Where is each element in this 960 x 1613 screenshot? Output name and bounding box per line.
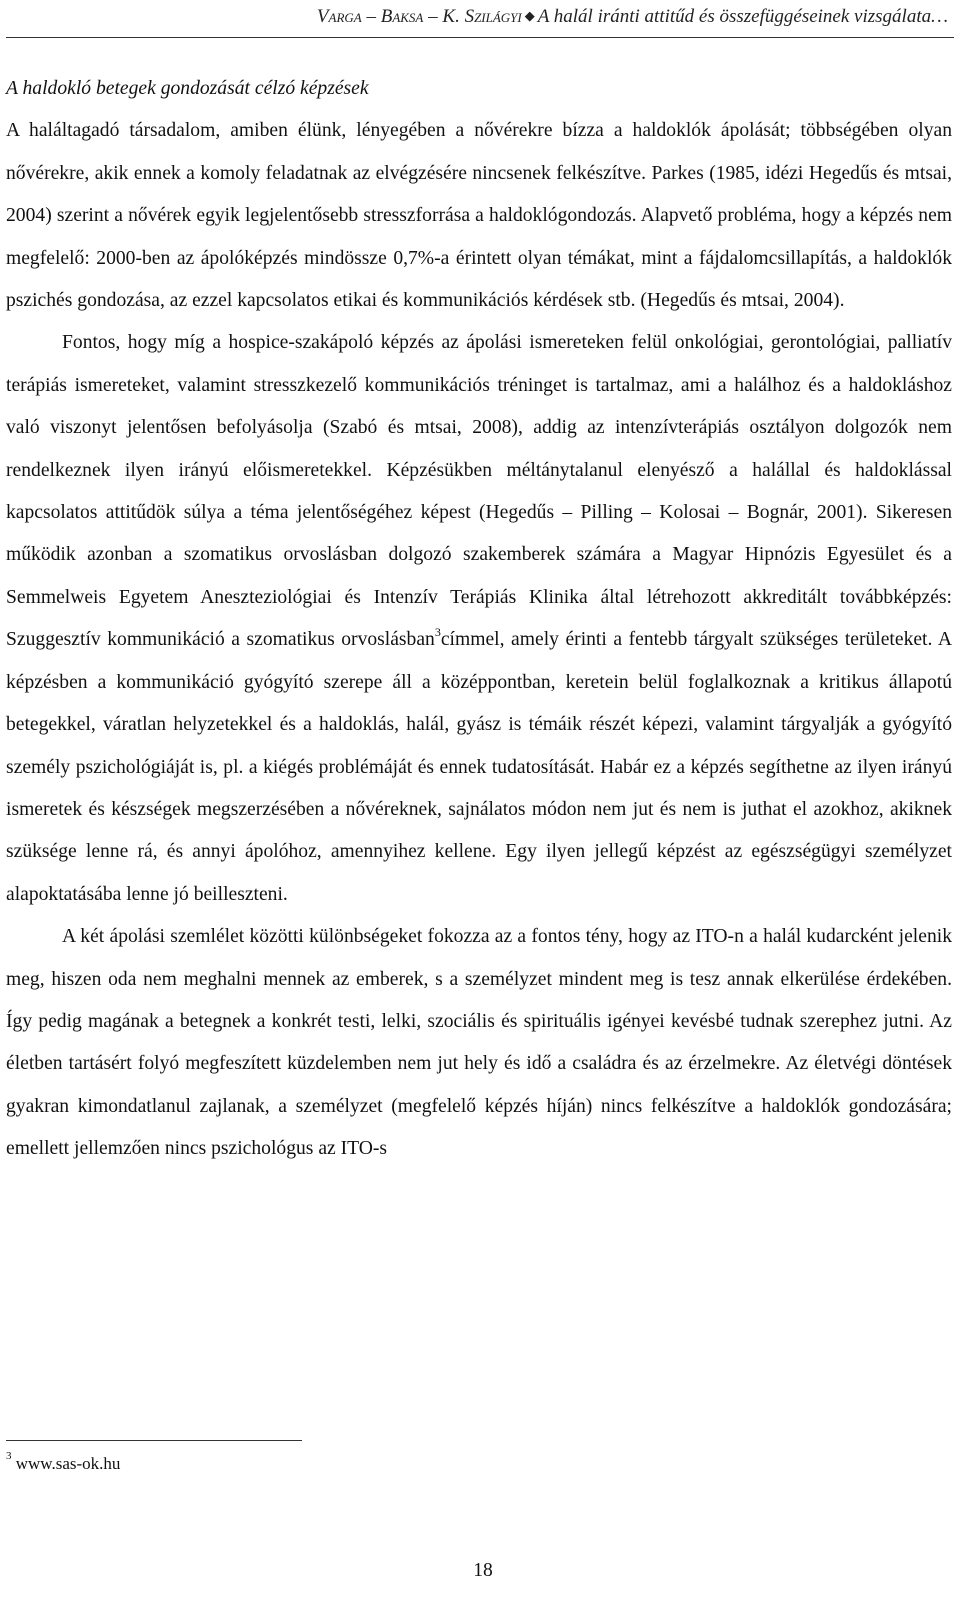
header-author-2: Baksa [380,6,424,27]
diamond-icon: ◆ [524,8,535,23]
header-dash: – [361,6,381,27]
paragraph-3: A két ápolási szemlélet közötti különbségeket fokozza az a fontos tény, hogy az ITO-n a halál kudarcként jelenik meg, hiszen oda nem meghalni mennek az emberek, s a személyzet mindent meg is tesz annak elkerülése érdekében. Így pedig magának a betegnek a konkrét testi, lelki, szociális és spirituális igényei kevésbé tudnak szerephez jutni. Az életben tartásért folyó megfeszített küzdelemben nem jut hely és idő a családra és az érzelmekre. Az életvégi döntések gyakran kimondatlanul zajlanak, a személyzet (megfelelő képzés híján) nincs felkészítve a haldoklók gondozására; emellett jellemzően nincs pszichológus az ITO-s [6,926,952,1160]
running-header: Varga – Baksa – K. Szilágyi ◆ A halál iránti attitűd és összefüggéseinek vizsgálata… [316,6,948,27]
paragraph-2-text-b: címmel, amely érinti a fentebb tárgyalt szükséges területeket. A képzésben a kommunikáció gyógyító szerepe áll a középpontban, keretein belül foglalkoznak a kritikus állapotú betegekkel, váratlan helyzetekkel és a haldoklás, halál, gyász is témáik részét képezi, valamint tárgyalják a gyógyító személy pszichológiáját is, pl. a kiégés problémáját és ennek tudatosítását. Habár ez a képzés segíthetne az ilyen irányú ismeretek és készségek megszerzésében a nővéreknek, sajnálatos módon nem jut és nem is juthat el azokhoz, akiknek szüksége lenne rá, és annyi ápolóhoz, amennyihez kellene. Egy ilyen jellegű képzést az egészségügyi személyzet alapoktatásába lenne jó beilleszteni. [6,629,953,905]
page-body [6,68,952,1171]
header-author-3: K. Szilágyi [442,6,522,27]
paragraph-2 [6,322,952,916]
paragraph-2-text-a: Fontos, hogy míg a hospice-szakápoló képzés az ápolási ismereteken felül onkológiai, gerontológiai, palliatív terápiás ismereteket, valamint stresszkezelő kommunikációs tréninget is tartalmaz, ami a halálhoz és a haldokláshoz való viszonyt jelentősen befolyásolja (Szabó és mtsai, 2008), addig az intenzívterápiás osztályon dolgozók nem rendelkeznek ilyen irányú előismeretekkel. Képzésükben méltánytalanul elenyésző a halállal és haldoklással kapcsolatos attitűdök súlya a téma jelentőségéhez képest (Hegedűs – Pilling – Kolosai – Bognár, 2001). Sikeresen működik azonban a szomatikus orvoslásban dolgozó szakemberek számára a Magyar Hipnózis Egyesület és a Semmelweis Egyetem Aneszteziológiai és Intenzív Terápiás Klinika által létrehozott akkreditált továbbképzés: Szuggesztív kommunikáció a szomatikus orvoslásban [6,332,952,651]
footnote-reference: 3 [434,624,441,639]
paragraph-1: A haláltagadó társadalom, amiben élünk, lényegében a nővérekre bízza a haldoklók ápolását; többségében olyan nővérekre, akik ennek a komoly feladatnak az elvégzésére nincsenek felkészítve. Parkes (1985, idézi Hegedűs és mtsai, 2004) szerint a nővérek egyik legjelentősebb stresszforrása a haldoklógondozás. Alapvető probléma, hogy a képzés nem megfelelő: 2000-ben az ápolóképzés mindössze 0,7%-a érintett olyan témákat, mint a fájdalomcsillapítás, a haldoklók pszichés gondozása, az ezzel kapcsolatos etikai és kommunikációs kérdések stb. (Hegedűs és mtsai, 2004). [6,120,952,312]
footnote [6,1451,120,1477]
header-author-1: Varga [316,6,362,27]
footnote-marker: 3 [6,1450,12,1463]
footnote-text: www.sas-ok.hu [11,1454,121,1473]
page-number: 18 [473,1560,493,1581]
footnote-rule [6,1440,302,1441]
header-rule [6,37,954,38]
header-title: A halál iránti attitűd és összefüggéseinek vizsgálata… [537,6,948,27]
section-title: A haldokló betegek gondozását célzó képzések [6,78,369,99]
